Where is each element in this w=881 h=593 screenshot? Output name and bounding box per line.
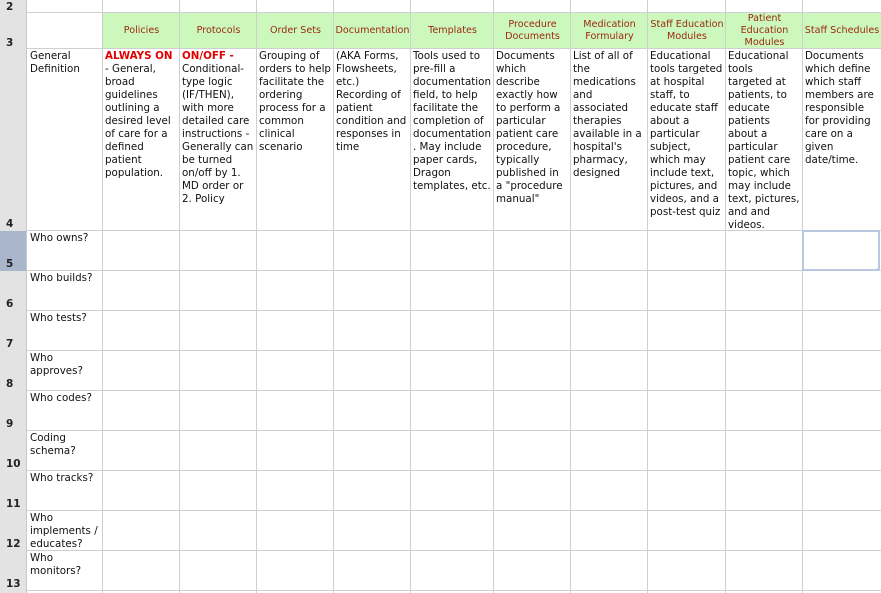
row-number-4[interactable]: 4 xyxy=(6,218,14,230)
header-order-sets[interactable]: Order Sets xyxy=(257,13,334,48)
active-cell-selection[interactable] xyxy=(802,230,880,271)
definition-staff-education-modules[interactable]: Educational tools targeted at hospital staff, to educate staff about a particular subject, which may include text, pictures, and videos, and a post-test quiz xyxy=(650,50,723,218)
protocols-text: Conditional-type logic (IF/THEN), with more detailed care instructions - Generally can be turned on/off by 1. MD order or 2. Policy xyxy=(182,63,254,205)
header-protocols[interactable]: Protocols xyxy=(180,13,257,48)
definition-protocols[interactable] xyxy=(180,49,256,230)
gridline-h xyxy=(27,350,881,351)
row-number-6[interactable]: 6 xyxy=(6,298,14,310)
gridline-h xyxy=(27,390,881,391)
row-label-who-builds[interactable]: Who builds? xyxy=(30,272,93,284)
definition-medication-formulary[interactable]: List of all of the medications and associated therapies available in a hospital's pharmacy, designed xyxy=(573,50,642,179)
header-staff-education-modules[interactable]: Staff Education Modules xyxy=(648,13,726,48)
row-label-who-approves[interactable]: Who approves? xyxy=(30,352,83,377)
row-number-10[interactable]: 10 xyxy=(6,458,21,470)
header-policies[interactable]: Policies xyxy=(103,13,180,48)
header-staff-schedules[interactable]: Staff Schedules xyxy=(803,13,881,48)
row-label-general-definition[interactable]: General Definition xyxy=(30,50,80,75)
row-number-8[interactable]: 8 xyxy=(6,378,14,390)
gridline-h xyxy=(27,230,881,231)
definition-staff-schedules[interactable]: Documents which define which staff members are responsible for providing care on a given date/time. xyxy=(805,50,874,166)
gridline-h xyxy=(27,430,881,431)
row-number-5[interactable]: 5 xyxy=(6,258,14,270)
row-number-12[interactable]: 12 xyxy=(6,538,21,550)
definition-policies[interactable] xyxy=(103,49,179,230)
definition-patient-education-modules[interactable]: Educational tools targeted at patients, to educate patients about a particular patient care topic, which may include text, pictures, and and videos. xyxy=(728,50,800,230)
header-documentation[interactable]: Documentation xyxy=(334,13,411,48)
gridline-h xyxy=(27,470,881,471)
row-label-who-owns[interactable]: Who owns? xyxy=(30,232,89,244)
row-number-3[interactable]: 3 xyxy=(6,37,14,49)
gridline-h xyxy=(27,510,881,511)
row-number-13[interactable]: 13 xyxy=(6,578,21,590)
gridline-h xyxy=(27,12,881,13)
row-label-who-codes[interactable]: Who codes? xyxy=(30,392,92,404)
definition-templates[interactable]: Tools used to pre-fill a documentation field, to help facilitate the completion of documentation . May include paper cards, Dragon templates, etc. xyxy=(413,50,491,192)
row-label-who-monitors[interactable]: Who monitors? xyxy=(30,552,82,577)
row-label-who-tests[interactable]: Who tests? xyxy=(30,312,87,324)
row-label-who-implements[interactable]: Who implements / educates? xyxy=(30,512,98,550)
row-number-7[interactable]: 7 xyxy=(6,338,14,350)
definition-documentation[interactable]: (AKA Forms, Flowsheets, etc.) Recording of patient condition and responses in time xyxy=(336,50,407,153)
header-medication-formulary[interactable]: Medication Formulary xyxy=(571,13,648,48)
header-procedure-documents[interactable]: Procedure Documents xyxy=(494,13,571,48)
policies-text: - General, broad guidelines outlining a desired level of care for a defined patient population. xyxy=(105,63,171,179)
row-label-coding-schema[interactable]: Coding schema? xyxy=(30,432,76,457)
gridline-h xyxy=(27,590,881,591)
row-number-2[interactable]: 2 xyxy=(6,1,14,13)
row-number-9[interactable]: 9 xyxy=(6,418,14,430)
header-patient-education-modules[interactable]: Patient Education Modules xyxy=(726,13,803,48)
header-templates[interactable]: Templates xyxy=(411,13,494,48)
definition-procedure-documents[interactable]: Documents which describe exactly how to perform a particular patient care procedure, typically published in a "procedure manual" xyxy=(496,50,563,205)
gridline-h xyxy=(27,550,881,551)
protocols-emphasis: ON/OFF - xyxy=(182,50,234,62)
row-label-who-tracks[interactable]: Who tracks? xyxy=(30,472,94,484)
fill-handle[interactable] xyxy=(877,268,880,271)
definition-order-sets[interactable]: Grouping of orders to help facilitate the ordering process for a common clinical scenario xyxy=(259,50,331,153)
gridline-h xyxy=(27,270,881,271)
row-number-11[interactable]: 11 xyxy=(6,498,21,510)
gridline-h xyxy=(27,310,881,311)
policies-emphasis: ALWAYS ON xyxy=(105,50,173,62)
